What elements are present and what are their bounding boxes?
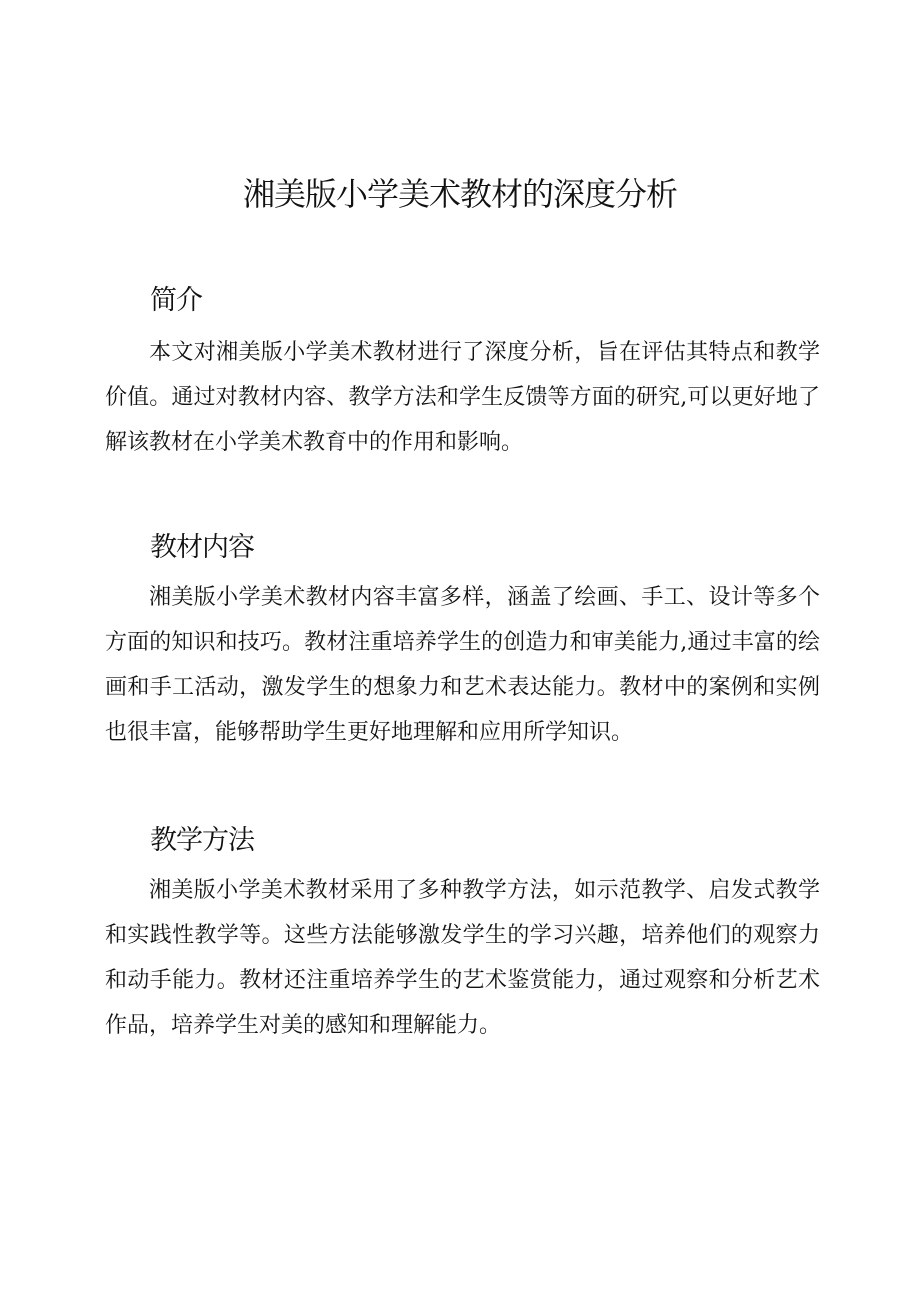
section-body-content: 湘美版小学美术教材内容丰富多样，涵盖了绘画、手工、设计等多个方面的知识和技巧。教材注重培养学生的创造力和审美能力,通过丰富的绘画和手工活动，激发学生的想象力和艺术表达能力。教材中的案例和实例也很丰富，能够帮助学生更好地理解和应用所学知识。	[105, 585, 820, 745]
section-heading-content: 教材内容	[150, 532, 254, 563]
section-body-method: 湘美版小学美术教材采用了多种教学方法，如示范教学、启发式教学和实践性教学等。这些方法能够激发学生的学习兴趣，培养他们的观察力和动手能力。教材还注重培养学生的艺术鉴赏能力，通过观察和分析艺术作品，培养学生对美的感知和理解能力。	[105, 878, 820, 1038]
section-body-intro: 本文对湘美版小学美术教材进行了深度分析，旨在评估其特点和教学价值。通过对教材内容、教学方法和学生反馈等方面的研究,可以更好地了解该教材在小学美术教育中的作用和影响。	[105, 340, 820, 455]
document-title: 湘美版小学美术教材的深度分析	[242, 175, 677, 213]
section-heading-intro: 简介	[150, 285, 202, 316]
section-heading-method: 教学方法	[150, 825, 254, 856]
